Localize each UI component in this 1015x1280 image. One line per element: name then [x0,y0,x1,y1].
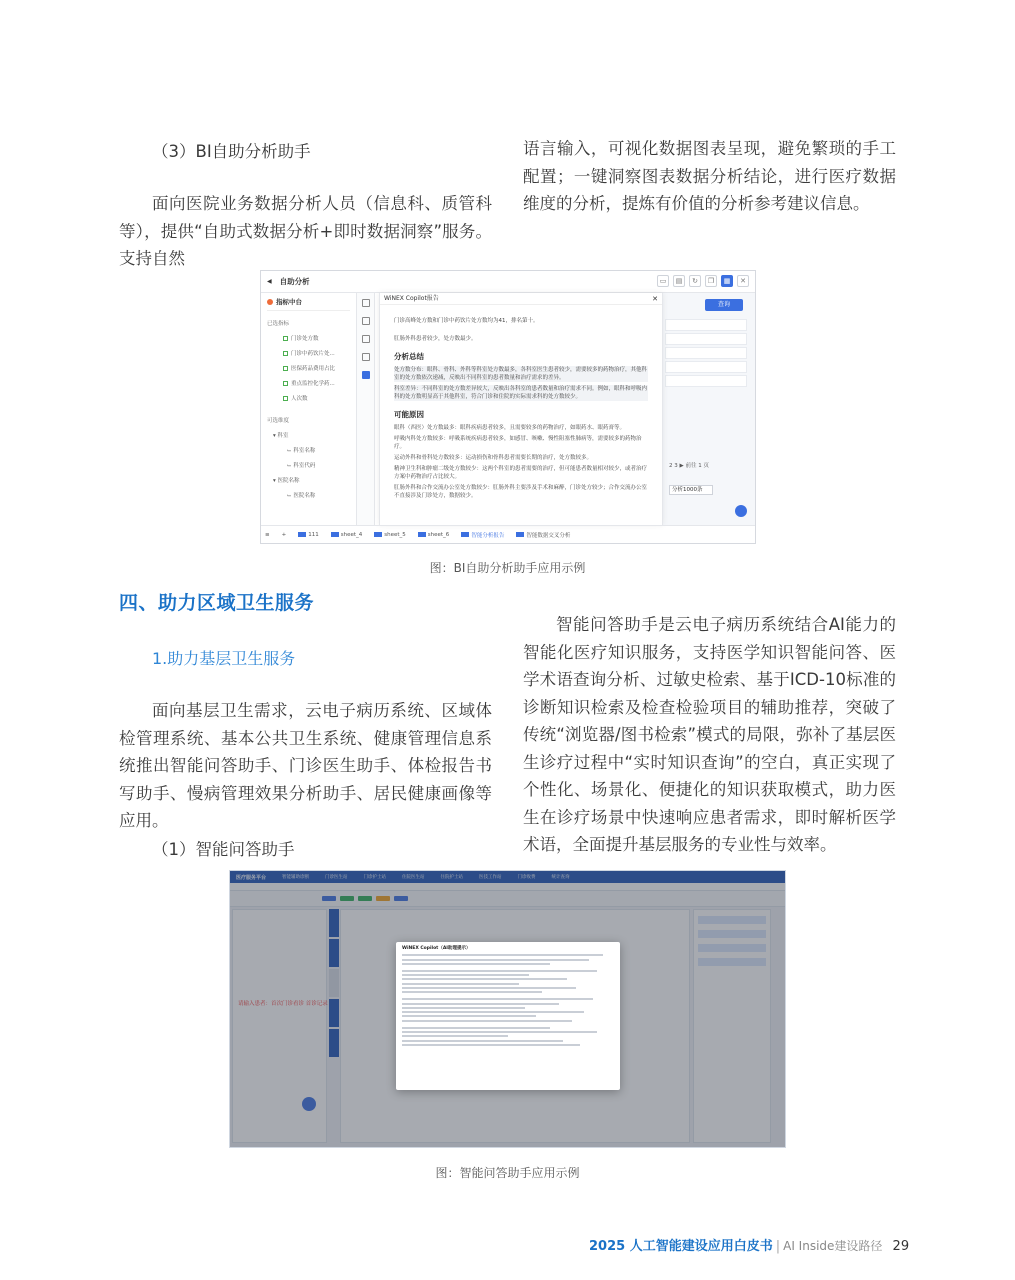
metric-item[interactable]: 重点监控化学药... [283,379,350,387]
cause-line: 肛肠外科和合作交流办公室处方数较少：肛肠外科主要涉及手术和麻醉，门诊处方较少；合作交流办公室不直接涉及门诊处方，数据较少。 [394,485,648,499]
metric-item[interactable]: 门诊处方数 [283,334,350,342]
dimensions-label: 可选维度 [267,418,290,424]
menu-icon[interactable]: ≡ [265,531,270,538]
pagination[interactable]: 2 3 ▶ 前往 1 页 [669,463,709,469]
chart-icon[interactable] [362,299,370,307]
save-icon[interactable]: ▤ [673,275,685,287]
cause-line: 精神卫生科和肿瘤二级处方数较少：这两个科室的患者需要的治疗，但可能患者数量相对较少，或者治疗方案中药物治疗占比较大。 [394,466,648,480]
bi-window-title: 自助分析 [279,277,310,286]
table-row [665,361,747,373]
add-icon[interactable]: + [281,531,287,538]
section-heading: 四、助力区域卫生服务 [119,592,315,614]
copilot-answer-modal [396,942,620,1090]
page-number: 29 [892,1239,910,1254]
metric-item[interactable]: 门诊中药饮片处... [283,349,350,357]
analysis-line: 科室差异：不同科室的处方数差异较大，反映出各科室的患者数量和治疗需求不同。例如，眼科和呼吸内科的处方数明显高于其他科室，符合门诊和住院的实际需求科的处方数较少。 [394,386,648,400]
bi-result-area [661,293,755,525]
metric-item[interactable]: 人次数 [283,394,350,402]
metric-icon [283,381,288,386]
table-row [665,347,747,359]
metric-item[interactable]: 医保药品费用占比 [283,364,350,372]
bi-screenshot [260,270,756,544]
table-row [665,375,747,387]
section4-paragraph-left: 面向基层卫生需求，云电子病历系统、区域体检管理系统、基本公共卫生系统、健康管理信息系统推出智能问答助手、门诊医生助手、体检报告书写助手、慢病管理效果分析助手、居民健康画像等应用。 [119,701,492,830]
analysis-heading: 分析总结 [394,352,424,361]
nav-item[interactable]: 门诊收费 [517,875,536,880]
emr-screenshot [229,870,786,1148]
emr-caption: 图：智能问答助手应用示例 [435,1166,580,1180]
bi-paragraph-left: 面向医院业务数据分析人员（信息科、质管科等），提供“自助式数据分析+即时数据洞察”服务。支持自然 [119,194,492,268]
tree-leaf[interactable]: ⌙ 科室名称 [287,448,316,454]
report-line: 门诊高峰处方数和门诊中药饮片处方数均为41，排名第十。 [394,318,539,324]
sheet-tab[interactable]: 111 [298,532,319,538]
cause-line: 运动外科和骨科处方数较多：运动损伤和骨科患者需要长期的治疗，处方数较多。 [394,455,593,461]
sheet-tab[interactable]: sheet_5 [374,532,406,538]
back-arrow-icon[interactable]: ◀ [267,278,272,285]
sheet-tab[interactable]: sheet_6 [418,532,450,538]
page-footer [589,1235,909,1254]
selected-metrics-label: 已选指标 [267,321,290,327]
cause-line: 眼科（西医）处方数最多：眼科疾病患者较多，且需要较多的药物治疗，如眼药水、眼药膏等。 [394,425,626,431]
nav-item[interactable]: 住院护士站 [440,875,464,880]
left-panel-title: 指标中台 [276,298,302,306]
layout-icon[interactable]: ▦ [721,275,733,287]
monitor-icon[interactable]: ▭ [657,275,669,287]
nav-item[interactable]: 医技工作站 [479,875,502,880]
footer-path: AI Inside建设路径 [783,1239,883,1253]
metric-icon [283,336,288,341]
report-line: 肛肠外科患者较少，处方数最少。 [394,336,477,342]
metric-icon [283,366,288,371]
bi-caption: 图：BI自助分析助手应用示例 [429,561,586,575]
filter-icon[interactable] [362,317,370,325]
metric-icon [283,396,288,401]
cause-line: 呼吸内科处方数较多：呼吸系统疾病患者较多，如感冒、咳嗽、慢性阻塞性肺病等，需要较多的药物治疗。 [394,436,642,450]
footer-separator: | [775,1239,781,1254]
close-icon[interactable]: ✕ [652,295,658,303]
nav-item[interactable]: 住院医生站 [402,875,425,880]
tree-leaf[interactable]: ⌙ 医院名称 [287,493,316,499]
assistant-fab-icon[interactable] [735,505,747,517]
qa-assistant-heading: （1）智能问答助手 [152,840,295,859]
copilot-panel-title: WiNEX Copilot报告 [384,295,439,302]
copy-icon[interactable]: ❐ [705,275,717,287]
section4-paragraph-right: 智能问答助手是云电子病历系统结合AI能力的智能化医疗知识服务，支持医学知识智能问答、医学术语查询分析、过敏史检索、基于ICD-10标准的诊断知识检索及检查检验项目的辅助推荐，突破了传统“浏览器/图书检索”模式的局限，弥补了基层医生诊疗过程中“实时知识查询”的空白，真正实现了个性化、场景化、便捷化的知识获取模式，助力医生在诊疗场景中快速响应患者需求，即时解析医学术语，全面提升基层服务的专业性与效率。 [523,615,896,854]
nav-item[interactable]: 统计查询 [551,875,570,880]
sheet-tab[interactable]: sheet_4 [331,532,363,538]
table-icon[interactable] [362,335,370,343]
copilot-report-panel [379,293,663,525]
footer-title: 2025 人工智能建设应用白皮书 [589,1239,773,1254]
sheet-tabs [261,525,755,543]
grid-icon[interactable] [362,353,370,361]
close-icon[interactable]: ✕ [737,275,749,287]
page-size-select[interactable]: 分析1000条 [669,485,713,495]
indicator-dot-icon [267,299,273,305]
subsection-heading: 1.助力基层卫生服务 [152,649,296,668]
tree-leaf[interactable]: ⌙ 科室代码 [287,463,316,469]
tree-node[interactable]: ▾ 医院名称 [273,478,300,484]
copilot-icon[interactable] [362,371,370,379]
sheet-tab[interactable]: 智能数据交叉分析 [516,531,570,539]
alert-text: 请输入患者：首次门诊看诊 首诊记录 [238,1001,328,1007]
bi-paragraph-right: 语言输入，可视化数据图表呈现，避免繁琐的手工配置；一键洞察图表数据分析结论，进行医疗数据维度的分析，提炼有价值的分析参考建议信息。 [523,139,896,213]
table-row [665,333,747,345]
bi-topbar [261,271,755,293]
tree-node[interactable]: ▾ 科室 [273,433,289,439]
nav-item[interactable]: 智能辅助诊断 [282,875,310,880]
nav-item[interactable]: 门诊医生站 [325,875,348,880]
query-button[interactable]: 查询 [705,299,743,311]
bi-tool-rail [357,293,375,525]
table-row [665,319,747,331]
metric-icon [283,351,288,356]
analysis-line: 处方数分布：眼科、骨科、外科等科室处方数最多，各科室医生患者较少，需要较多的药物治疗，其他科室的处方数依次递减，反映出不同科室的患者数量和治疗需求的差异。 [394,367,648,381]
modal-title: WiNEX Copilot（AI助理提示） [402,946,471,951]
bi-left-panel [261,293,357,525]
nav-item[interactable]: 门诊护士站 [363,875,387,880]
refresh-icon[interactable]: ↻ [689,275,701,287]
nav-item[interactable]: 医疗服务平台 [236,874,267,881]
bi-heading: （3）BI自助分析助手 [152,142,311,161]
sheet-tab-active[interactable]: 智能分析报告 [461,531,504,539]
causes-heading: 可能原因 [394,410,424,419]
